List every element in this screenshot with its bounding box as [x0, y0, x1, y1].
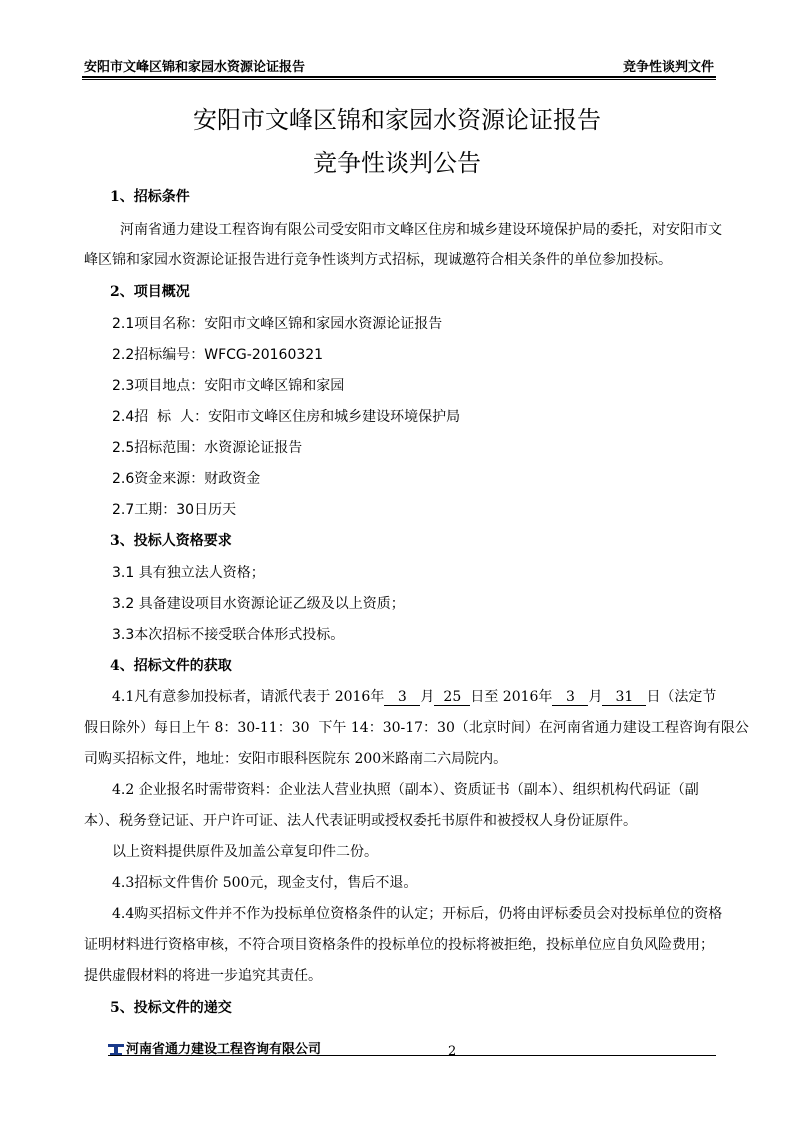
s2-item: 2.5招标范围：水资源论证报告	[112, 440, 303, 456]
s4-para4-line2: 证明材料进行资格审核，不符合项目资格条件的投标单位的投标将被拒绝，投标单位应自负风险费用；	[84, 937, 714, 953]
footer-company-name: 河南省通力建设工程咨询有限公司	[126, 1042, 322, 1057]
s4-para2-line1: 4.2 企业报名时需带资料：企业法人营业执照（副本）、资质证书（副本）、组织机构代码证（副	[112, 782, 699, 798]
month-end: 3	[552, 689, 588, 706]
footer-divider	[108, 1055, 716, 1056]
s1-para-line2: 峰区锦和家园水资源论证报告进行竞争性谈判方式招标，现诚邀符合相关条件的单位参加投标。	[84, 252, 672, 268]
s4-para1-line2: 假日除外）每日上午 8：30-11：30 下午 14：30-17：30（北京时间）在河南省通力建设工程咨询有限公	[84, 720, 749, 736]
text: 日至 2016年	[470, 689, 553, 705]
month-start: 3	[384, 689, 420, 706]
text: 月	[420, 689, 435, 705]
s4-para1-line3: 司购买招标文件，地址：安阳市眼科医院东 200米路南二六局院内。	[84, 751, 508, 767]
doc-title: 安阳市文峰区锦和家园水资源论证报告	[193, 106, 601, 134]
s2-item: 2.3项目地点：安阳市文峰区锦和家园	[112, 378, 345, 394]
s2-item: 2.7工期：30日历天	[112, 502, 237, 518]
header-doc-type: 竞争性谈判文件	[622, 60, 714, 75]
section-1-heading: 1、招标条件	[110, 189, 190, 205]
text: 月	[588, 689, 603, 705]
s2-item: 2.1项目名称：安阳市文峰区锦和家园水资源论证报告	[112, 316, 443, 332]
s4-para4-line3: 提供虚假材料的将进一步追究其责任。	[84, 968, 322, 984]
s2-item: 2.4招 标 人：安阳市文峰区住房和城乡建设环境保护局	[112, 409, 461, 425]
s3-item: 3.3本次招标不接受联合体形式投标。	[112, 627, 345, 643]
section-4-heading: 4、招标文件的获取	[110, 658, 232, 674]
s4-para4-line1: 4.4购买招标文件并不作为投标单位资格条件的认定；开标后，仍将由评标委员会对投标单位的资格	[112, 906, 723, 922]
s4-para3: 4.3招标文件售价 500元，现金支付，售后不退。	[112, 875, 418, 891]
s3-item: 3.1 具有独立法人资格；	[112, 565, 265, 581]
s4-para2-line3: 以上资料提供原件及加盖公章复印件二份。	[112, 844, 378, 860]
header-title: 安阳市文峰区锦和家园水资源论证报告	[84, 60, 306, 75]
s2-item: 2.2招标编号：WFCG-20160321	[112, 347, 324, 363]
section-3-heading: 3、投标人资格要求	[110, 533, 232, 549]
s2-item: 2.6资金来源：财政资金	[112, 471, 261, 487]
s3-item: 3.2 具备建设项目水资源论证乙级及以上资质；	[112, 596, 405, 612]
page-header	[82, 50, 716, 78]
page-number: 2	[448, 1044, 457, 1059]
section-2-heading: 2、项目概况	[110, 284, 190, 300]
header-divider	[82, 79, 716, 80]
s4-para1-line1	[112, 686, 716, 706]
s1-para-line1: 河南省通力建设工程咨询有限公司受安阳市文峰区住房和城乡建设环境保护局的委托，对安阳市文	[120, 222, 722, 238]
s4-para2-line2: 本）、税务登记证、开户许可证、法人代表证明或授权委托书原件和被授权人身份证原件。	[84, 813, 637, 829]
doc-subtitle: 竞争性谈判公告	[313, 149, 481, 177]
section-5-heading: 5、投标文件的递交	[110, 1000, 232, 1016]
text: 4.1凡有意参加投标者，请派代表于 2016年	[112, 689, 385, 705]
day-start: 25	[434, 689, 470, 706]
day-end: 31	[602, 689, 646, 706]
text: 日（法定节	[646, 689, 717, 705]
